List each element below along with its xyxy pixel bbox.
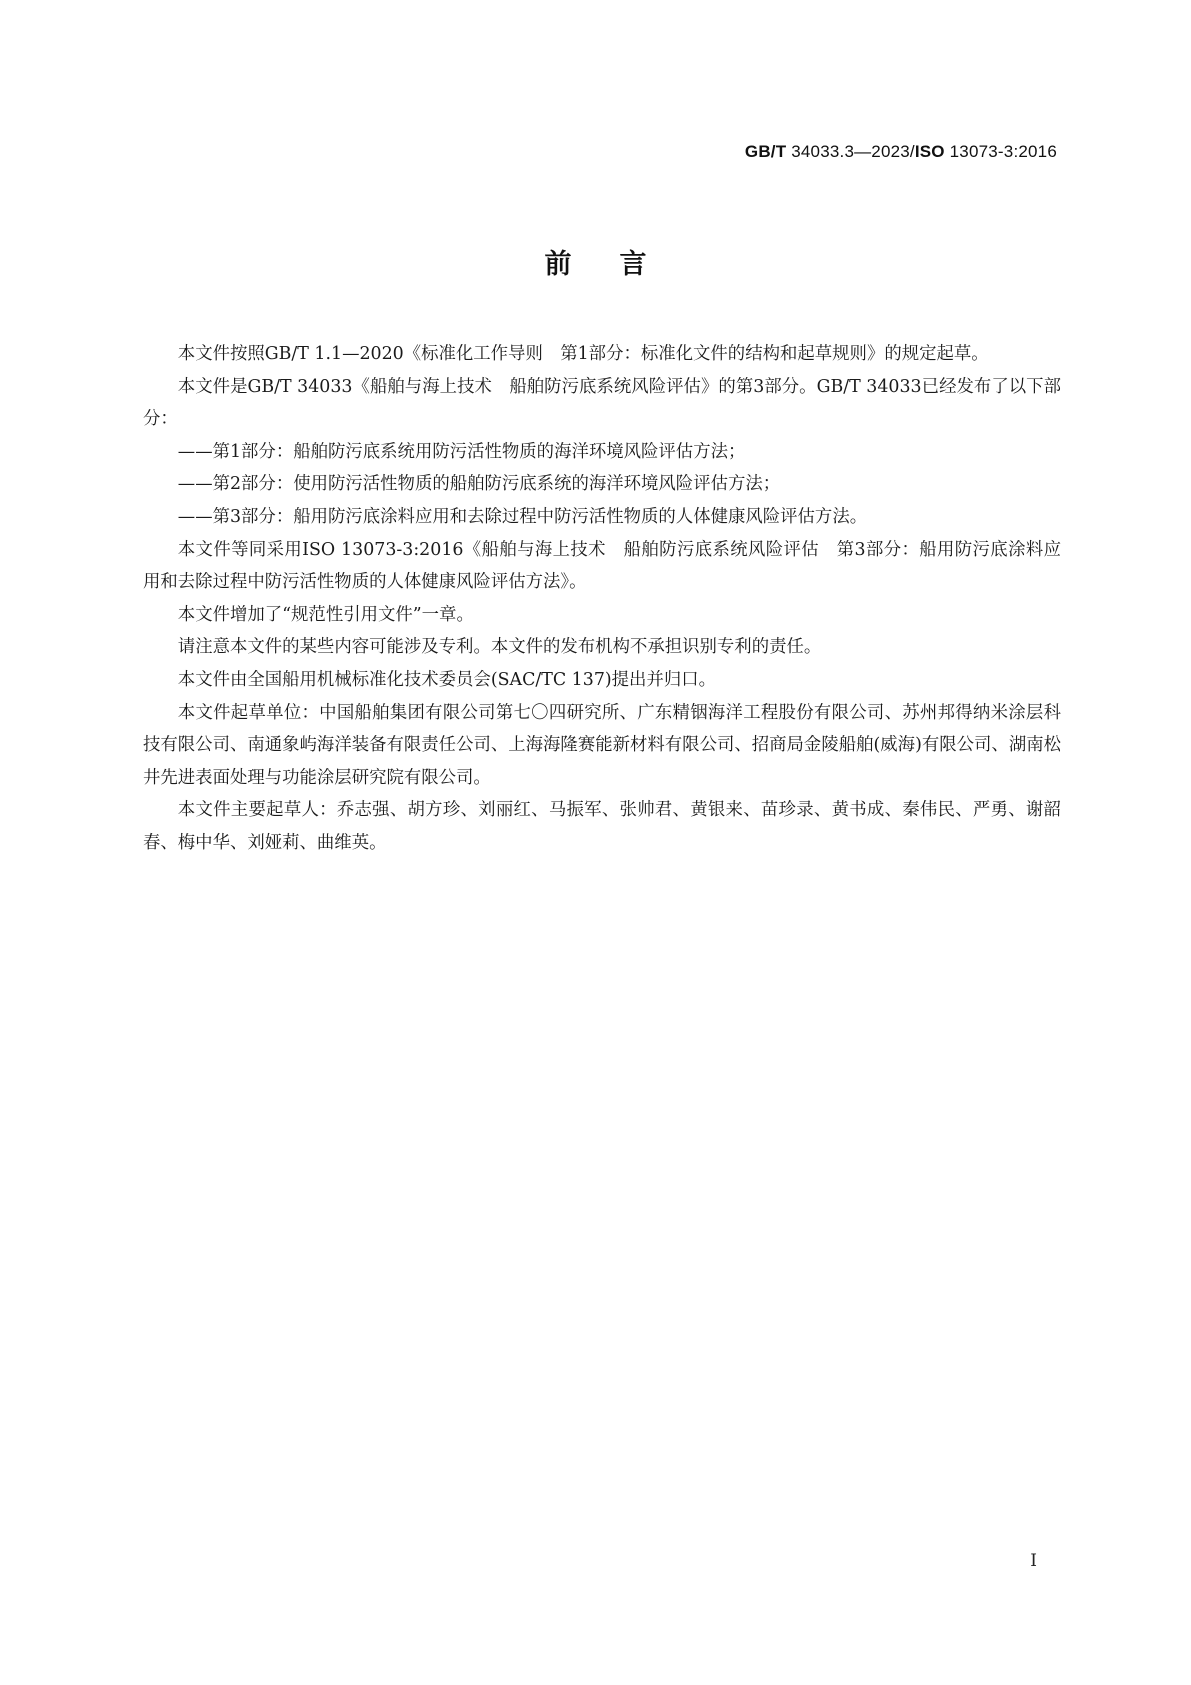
standard-code [745,142,1057,162]
foreword-body [143,338,1061,860]
standard-code-iso: 13073-3:2016 [949,142,1057,161]
standard-code-iso-prefix: ISO [914,142,950,161]
standard-code-prefix: GB/T [744,142,792,161]
page-title: 前言 [544,249,695,280]
paragraph-series-intro: 本文件是GB/T 34033《船舶与海上技术 船舶防污底系统风险评估》的第3部分。GB/T 34033已经发布了以下部分： [143,376,1061,430]
list-item-part-1: ——第1部分：船舶防污底系统用防污活性物质的海洋环境风险评估方法； [177,441,746,462]
paragraph-drafters: 本文件主要起草人：乔志强、胡方珍、刘丽红、马振军、张帅君、黄银来、苗珍录、黄书成、秦伟民、严勇、谢韶春、梅中华、刘娅莉、曲维英。 [143,800,1061,853]
list-item-part-2: ——第2部分：使用防污活性物质的船舶防污底系统的海洋环境风险评估方法； [177,474,781,495]
paragraph-drafting-units: 本文件起草单位：中国船舶集团有限公司第七〇四研究所、广东精铟海洋工程股份有限公司、苏州邦得纳米涂层科技有限公司、南通象屿海洋装备有限责任公司、上海海隆赛能新材料有限公司、招商局金陵船舶(威海)有限公司、湖南松井先进表面处理与功能涂层研究院有限公司。 [143,702,1061,788]
list-item-part-3: ——第3部分：船用防污底涂料应用和去除过程中防污活性物质的人体健康风险评估方法。 [177,506,868,527]
paragraph-patent-notice: 请注意本文件的某些内容可能涉及专利。本文件的发布机构不承担识别专利的责任。 [177,637,822,658]
page-number: I [1030,1551,1037,1571]
paragraph-added-chapter: 本文件增加了“规范性引用文件”一章。 [177,604,474,625]
paragraph-drafting-rules: 本文件按照GB/T 1.1—2020《标准化工作导则 第1部分：标准化文件的结构和起草规则》的规定起草。 [177,344,989,364]
paragraph-iso-adoption: 本文件等同采用ISO 13073-3:2016《船舶与海上技术 船舶防污底系统风险评估 第3部分：船用防污底涂料应用和去除过程中防污活性物质的人体健康风险评估方法》。 [143,539,1061,593]
paragraph-committee: 本文件由全国船用机械标准化技术委员会(SAC/TC 137)提出并归口。 [177,669,717,690]
standard-code-main: 34033.3—2023/ [791,142,915,161]
